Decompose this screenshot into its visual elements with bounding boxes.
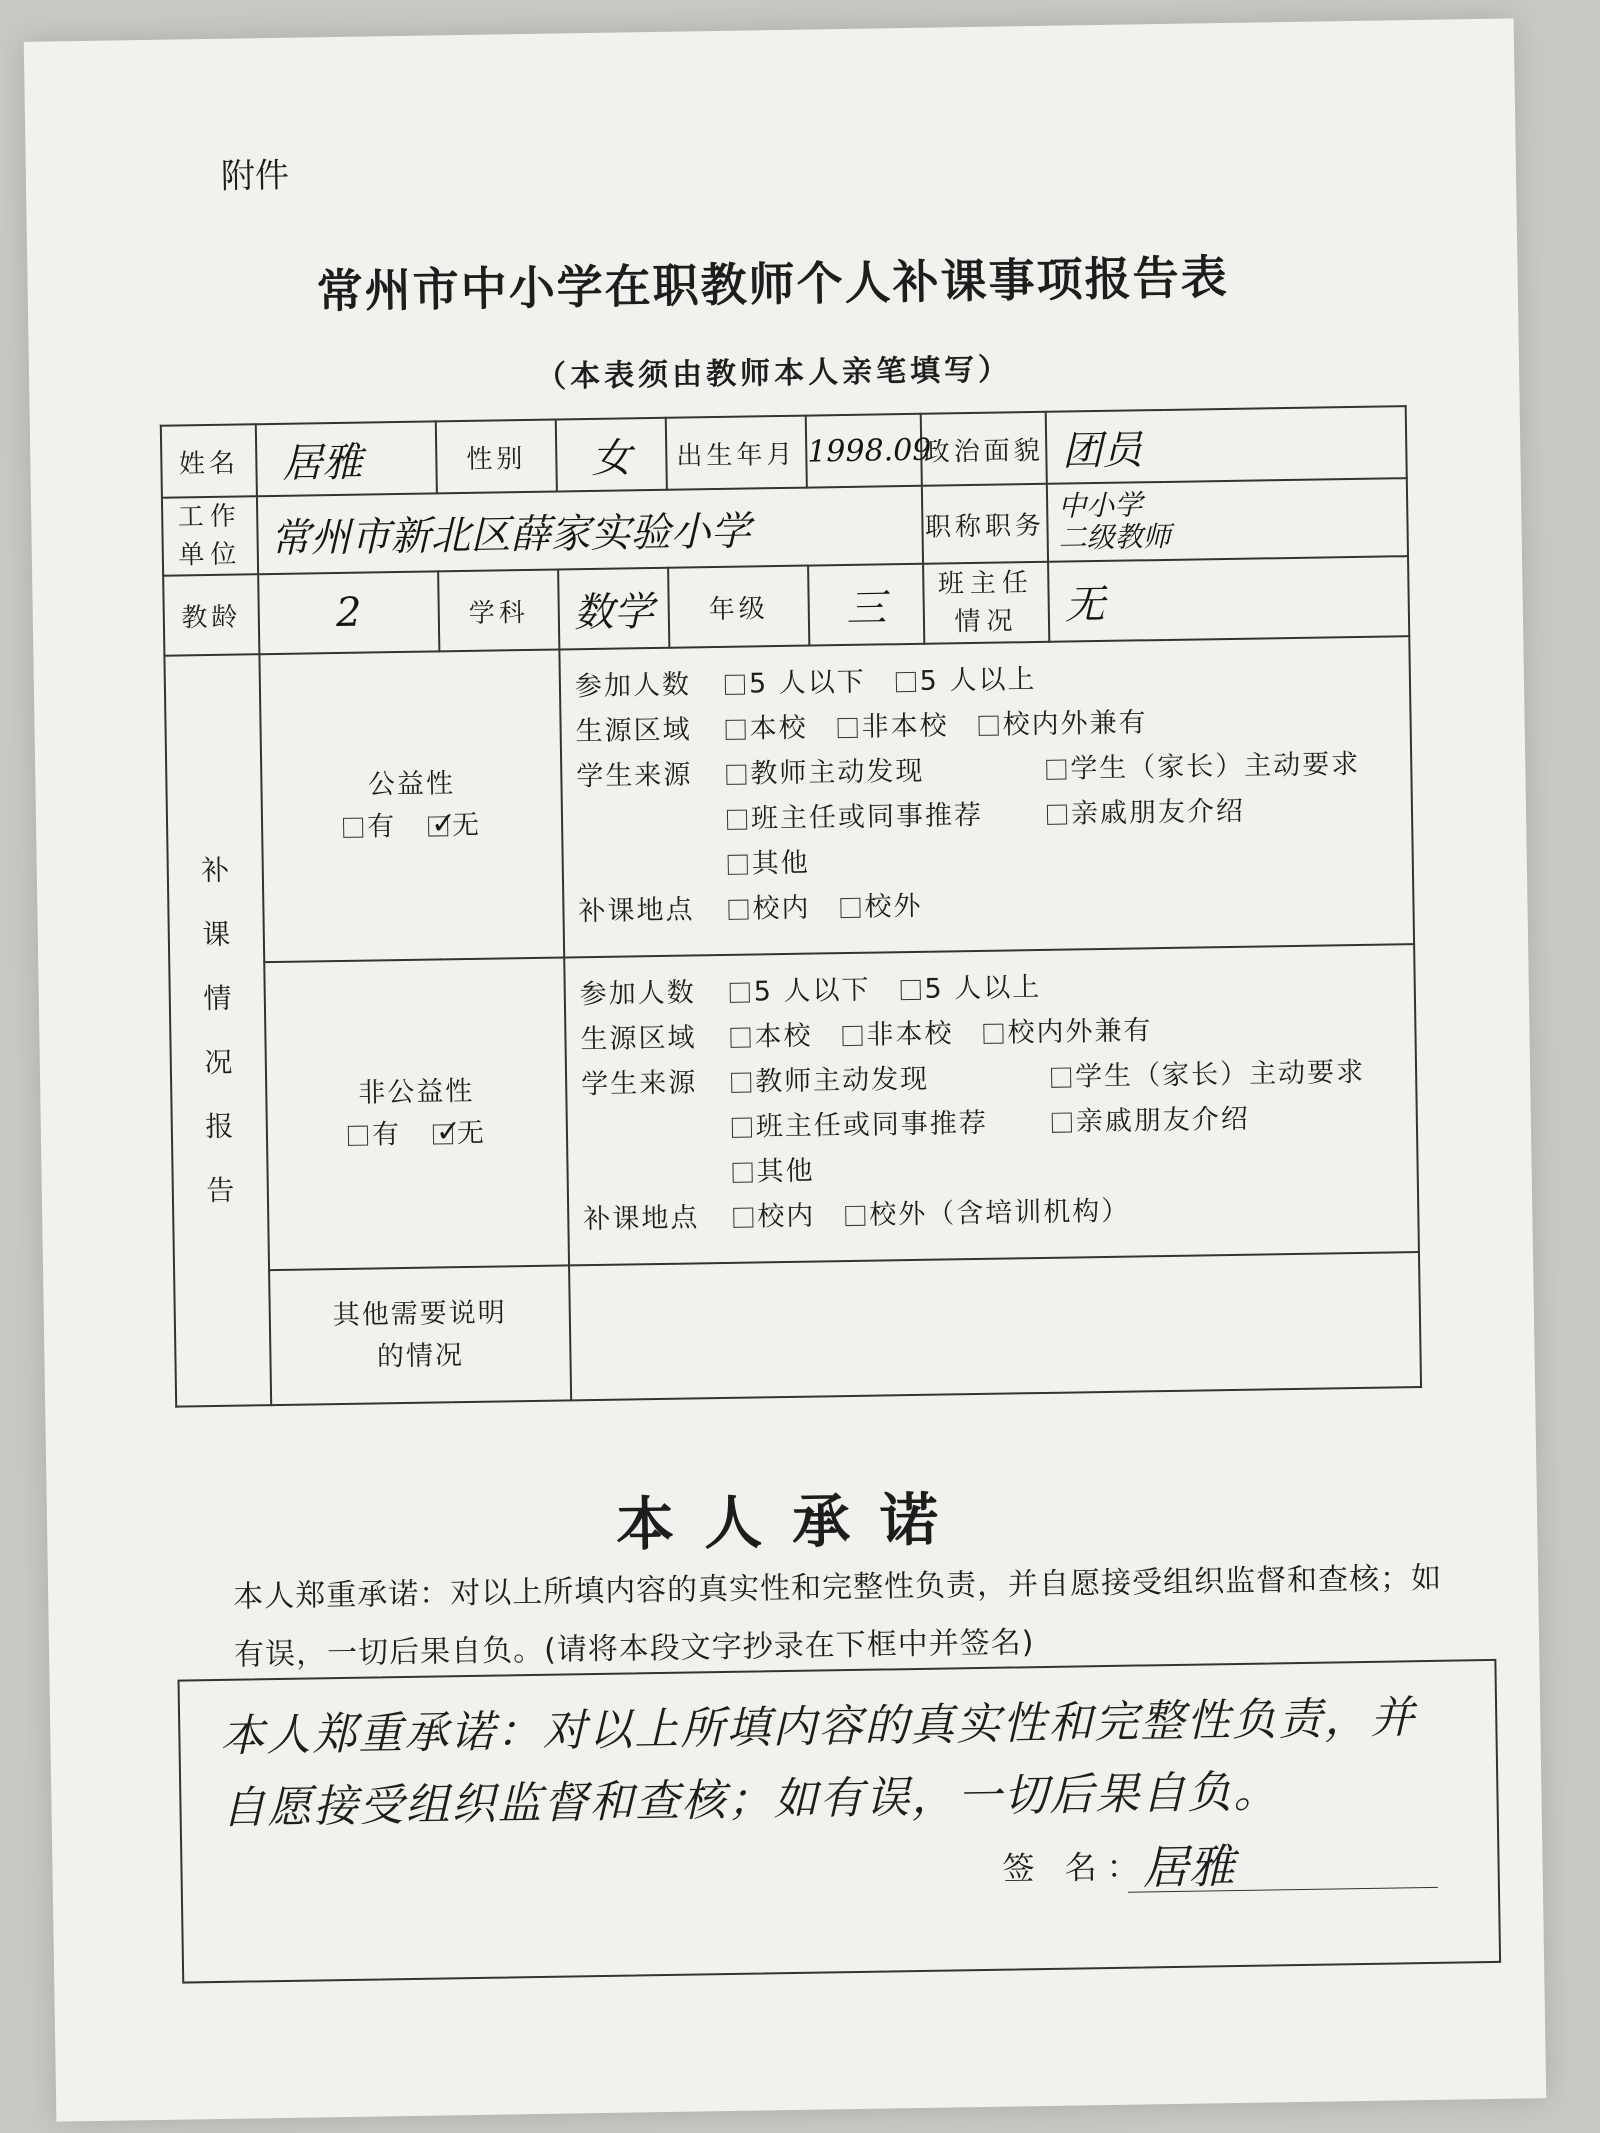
nonpublic-source-b-checkbox[interactable] <box>1051 1068 1071 1088</box>
nonpublic-region-c: 校内外兼有 <box>1007 1015 1153 1049</box>
title-duty-label: 职称职务 <box>922 484 1048 564</box>
nonpublic-source-e: 其他 <box>756 1155 815 1188</box>
title-duty-value <box>1047 478 1408 562</box>
public-region-a: 本校 <box>749 712 808 745</box>
section-char: 报 <box>205 1109 234 1143</box>
title-duty-line-2: 二级教师 <box>1058 519 1171 555</box>
other-notes-label-2: 的情况 <box>376 1339 465 1372</box>
nonpublic-location-b-checkbox[interactable] <box>845 1206 865 1226</box>
public-location-b-checkbox[interactable] <box>840 898 860 918</box>
public-source-b-checkbox[interactable] <box>1046 760 1066 780</box>
public-category-cell <box>259 649 564 962</box>
public-location-b: 校外 <box>864 890 923 923</box>
public-source-d: 亲戚朋友介绍 <box>1070 795 1246 830</box>
nonpublic-region-label: 生源区域 <box>580 1022 697 1056</box>
title-duty-line-1: 中小学 <box>1057 488 1143 523</box>
attachment-label: 附件 <box>220 155 290 197</box>
political-value: 团员 <box>1046 406 1407 484</box>
nonpublic-source-c: 班主任或同事推荐 <box>755 1107 989 1143</box>
form-subtitle: （本表须由教师本人亲笔填写） <box>535 352 1013 395</box>
birth-label: 出生年月 <box>666 416 807 490</box>
nonpublic-no-checkbox-checked[interactable] <box>433 1124 453 1144</box>
public-region-c: 校内外兼有 <box>1002 707 1148 741</box>
head-teacher-label <box>923 562 1049 644</box>
gender-label: 性别 <box>436 420 557 494</box>
nonpublic-options <box>564 944 1419 1265</box>
other-notes-field[interactable] <box>569 1252 1421 1400</box>
pledge-copy-box[interactable] <box>178 1659 1502 1984</box>
section-vertical-label <box>164 654 271 1406</box>
public-location-a: 校内 <box>752 892 811 925</box>
nonpublic-source-b: 学生（家长）主动要求 <box>1074 1056 1366 1093</box>
nonpublic-region-a: 本校 <box>754 1020 813 1053</box>
public-source-e-checkbox[interactable] <box>728 855 748 875</box>
public-participants-b: 5 人以上 <box>919 664 1037 697</box>
public-options <box>559 636 1414 957</box>
public-region-label: 生源区域 <box>575 714 692 748</box>
public-participants-a: 5 人以下 <box>748 666 866 700</box>
section-char: 课 <box>202 917 231 951</box>
pledge-instruction: 本人郑重承诺：对以上所填内容的真实性和完整性负责，并自愿接受组织监督和查核；如有误，一切后果自负。(请将本段文字抄录在下框中并签名) <box>232 1560 1443 1673</box>
nonpublic-yes-label: 有 <box>371 1119 402 1151</box>
pledge-heading: 本人承诺 <box>615 1485 969 1559</box>
nonpublic-no-label: 无 <box>456 1117 487 1150</box>
other-notes-label-1: 其他需要说明 <box>332 1296 508 1331</box>
section-char: 补 <box>201 853 230 887</box>
public-region-b-checkbox[interactable] <box>837 718 857 738</box>
public-region-c-checkbox[interactable] <box>978 716 998 736</box>
section-char: 告 <box>206 1173 235 1207</box>
work-unit-value: 常州市新北区薛家实验小学 <box>257 486 923 574</box>
work-unit-label-2: 单位 <box>178 539 243 571</box>
nonpublic-region-c-checkbox[interactable] <box>983 1024 1003 1044</box>
public-region-b: 非本校 <box>861 710 949 743</box>
section-char: 情 <box>203 981 232 1015</box>
nonpublic-source-e-checkbox[interactable] <box>732 1163 752 1183</box>
name-value: 居雅 <box>256 421 437 496</box>
other-notes-label <box>269 1265 571 1405</box>
work-unit-label-1: 工作 <box>177 501 242 533</box>
public-no-checkbox-checked[interactable] <box>428 816 448 836</box>
public-yes-label: 有 <box>367 811 397 843</box>
public-yes-checkbox[interactable] <box>343 818 363 838</box>
public-source-a: 教师主动发现 <box>750 755 925 790</box>
nonpublic-participants-label: 参加人数 <box>579 977 697 1011</box>
public-participants-label: 参加人数 <box>574 669 692 703</box>
paper-sheet <box>24 18 1546 2121</box>
work-unit-label <box>162 496 258 575</box>
form-title: 常州市中小学在职教师个人补课事项报告表 <box>316 249 1230 319</box>
public-category-label: 公益性 <box>367 768 456 801</box>
nonpublic-location-b: 校外（含培训机构） <box>869 1195 1131 1231</box>
nonpublic-region-b-checkbox[interactable] <box>842 1026 862 1046</box>
grade-label: 年级 <box>668 566 809 648</box>
nonpublic-yes-checkbox[interactable] <box>348 1126 368 1146</box>
public-participants-a-checkbox[interactable] <box>725 675 745 695</box>
nonpublic-participants-b-checkbox[interactable] <box>900 980 920 1000</box>
nonpublic-participants-a: 5 人以下 <box>753 974 871 1008</box>
nonpublic-location-label: 补课地点 <box>583 1202 700 1236</box>
grade-value: 三 <box>808 564 924 646</box>
nonpublic-source-d-checkbox[interactable] <box>1052 1113 1072 1133</box>
political-label: 政治面貌 <box>921 412 1047 486</box>
teaching-years-label: 教龄 <box>163 574 259 655</box>
section-char: 况 <box>204 1045 233 1079</box>
public-participants-b-checkbox[interactable] <box>896 672 916 692</box>
public-source-d-checkbox[interactable] <box>1047 805 1067 825</box>
nonpublic-region-a-checkbox[interactable] <box>730 1028 750 1048</box>
nonpublic-source-c-checkbox[interactable] <box>732 1118 752 1138</box>
gender-value: 女 <box>556 418 667 492</box>
name-label: 姓名 <box>161 424 257 497</box>
nonpublic-source-a-checkbox[interactable] <box>731 1073 751 1093</box>
nonpublic-source-label: 学生来源 <box>580 1067 698 1101</box>
nonpublic-location-a: 校内 <box>757 1200 816 1233</box>
nonpublic-participants-a-checkbox[interactable] <box>730 983 750 1003</box>
teaching-years-value: 2 <box>258 571 439 654</box>
public-source-c-checkbox[interactable] <box>727 810 747 830</box>
public-source-e: 其他 <box>751 847 810 880</box>
subject-label: 学科 <box>438 570 559 652</box>
public-source-b: 学生（家长）主动要求 <box>1070 748 1361 785</box>
public-location-label: 补课地点 <box>578 894 695 928</box>
subject-value: 数学 <box>558 568 669 650</box>
pledge-handwritten-copy: 本人郑重承诺：对以上所填内容的真实性和完整性负责，并自愿接受组织监督和查核；如有误，一切后果自负。 <box>219 1692 1417 1834</box>
report-table <box>160 405 1422 1407</box>
nonpublic-source-a: 教师主动发现 <box>754 1063 930 1098</box>
public-source-label: 学生来源 <box>576 759 693 793</box>
public-source-a-checkbox[interactable] <box>726 765 746 785</box>
public-source-c: 班主任或同事推荐 <box>750 799 984 835</box>
public-location-a-checkbox[interactable] <box>728 900 748 920</box>
nonpublic-participants-b: 5 人以上 <box>924 971 1042 1005</box>
signature-label: 签 名： <box>1002 1847 1150 1888</box>
head-teacher-label-1: 班主任 <box>937 568 1035 600</box>
birth-value: 1998.09 <box>806 414 922 488</box>
public-no-label: 无 <box>451 809 482 842</box>
nonpublic-region-b: 非本校 <box>866 1018 954 1051</box>
nonpublic-location-a-checkbox[interactable] <box>733 1208 753 1228</box>
public-region-a-checkbox[interactable] <box>725 720 745 740</box>
head-teacher-value: 无 <box>1048 556 1409 642</box>
nonpublic-category-label: 非公益性 <box>358 1075 475 1109</box>
nonpublic-source-d: 亲戚朋友介绍 <box>1075 1103 1251 1138</box>
signature-value: 居雅 <box>1142 1839 1235 1895</box>
nonpublic-category-cell <box>264 957 569 1270</box>
head-teacher-label-2: 情况 <box>954 606 1019 638</box>
